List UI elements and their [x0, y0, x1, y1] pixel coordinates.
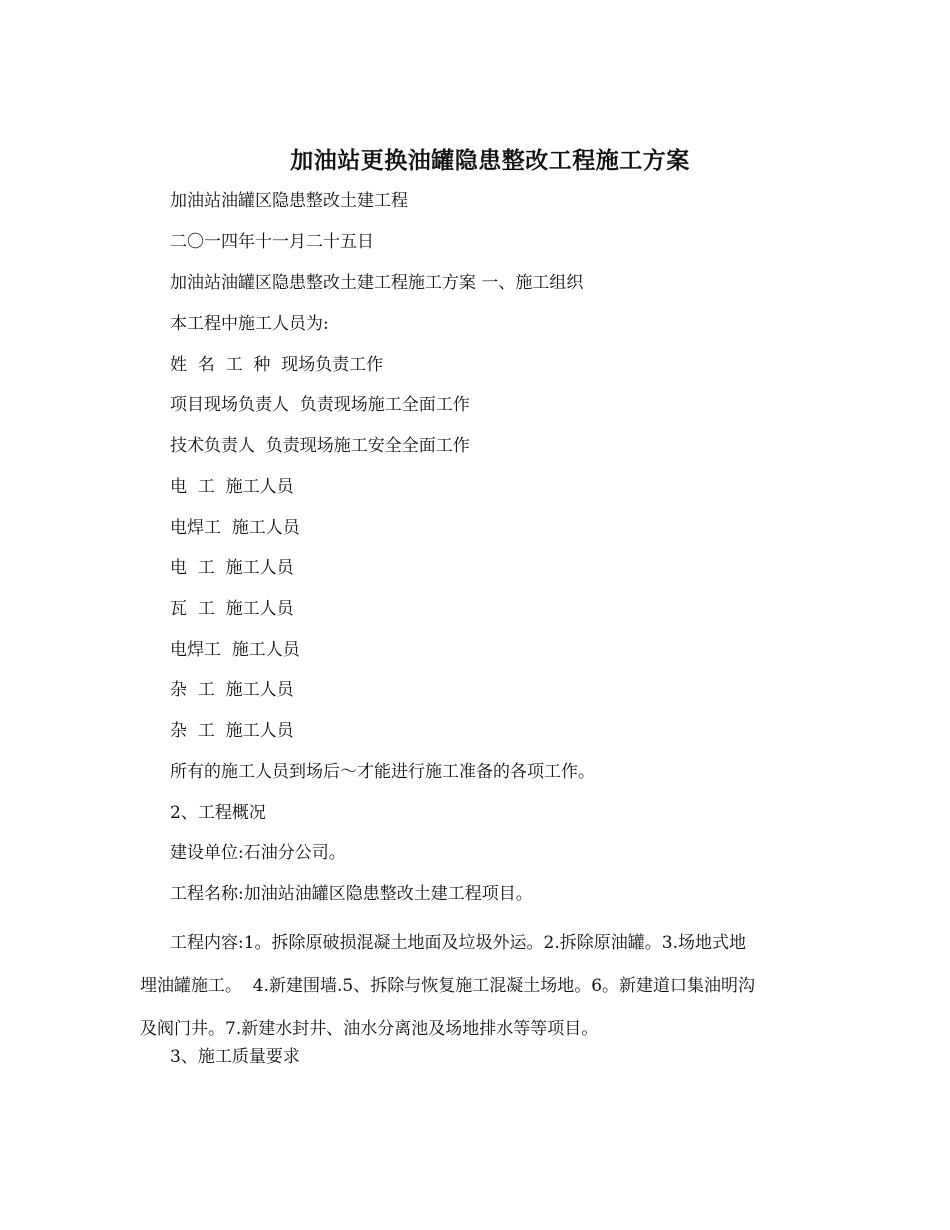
- document-title: 加油站更换油罐隐患整改工程施工方案: [290, 147, 690, 174]
- staff-table-header: 姓 名 工 种 现场负责工作: [170, 355, 384, 375]
- staff-row: 电焊工 施工人员: [170, 518, 300, 538]
- staff-row: 瓦 工 施工人员: [170, 599, 294, 619]
- staff-note-line: 所有的施工人员到场后～才能进行施工准备的各项工作。: [170, 762, 595, 782]
- builder-line: 建设单位:石油分公司。: [170, 843, 346, 863]
- section-heading-quality: 3、施工质量要求: [170, 1047, 300, 1067]
- project-title-line: 工程名称:加油站油罐区隐患整改土建工程项目。: [170, 884, 533, 904]
- paragraph-line: 工程内容:1。拆除原破损混凝土地面及垃圾外运。2.拆除原油罐。3.场地式地: [170, 933, 746, 953]
- staff-row: 杂 工 施工人员: [170, 680, 294, 700]
- section-heading-overview: 2、工程概况: [170, 803, 266, 823]
- content-paragraph: [140, 922, 820, 1051]
- staff-row: 技术负责人 负责现场施工安全全面工作: [170, 436, 470, 456]
- staff-row: 电 工 施工人员: [170, 477, 294, 497]
- paragraph-line: 埋油罐施工。 4.新建围墙.5、拆除与恢复施工混凝土场地。6。新建道口集油明沟: [140, 976, 756, 996]
- section-heading-organization: 加油站油罐区隐患整改土建工程施工方案 一、施工组织: [170, 273, 584, 293]
- staff-row: 电 工 施工人员: [170, 558, 294, 578]
- date-line: 二〇一四年十一月二十五日: [170, 232, 374, 252]
- project-name-line: 加油站油罐区隐患整改土建工程: [170, 191, 408, 211]
- staff-intro-line: 本工程中施工人员为:: [170, 314, 329, 334]
- paragraph-line: 及阀门井。7.新建水封井、油水分离池及场地排水等等项目。: [140, 1019, 599, 1039]
- staff-row: 杂 工 施工人员: [170, 721, 294, 741]
- staff-row: 电焊工 施工人员: [170, 640, 300, 660]
- staff-row: 项目现场负责人 负责现场施工全面工作: [170, 395, 470, 415]
